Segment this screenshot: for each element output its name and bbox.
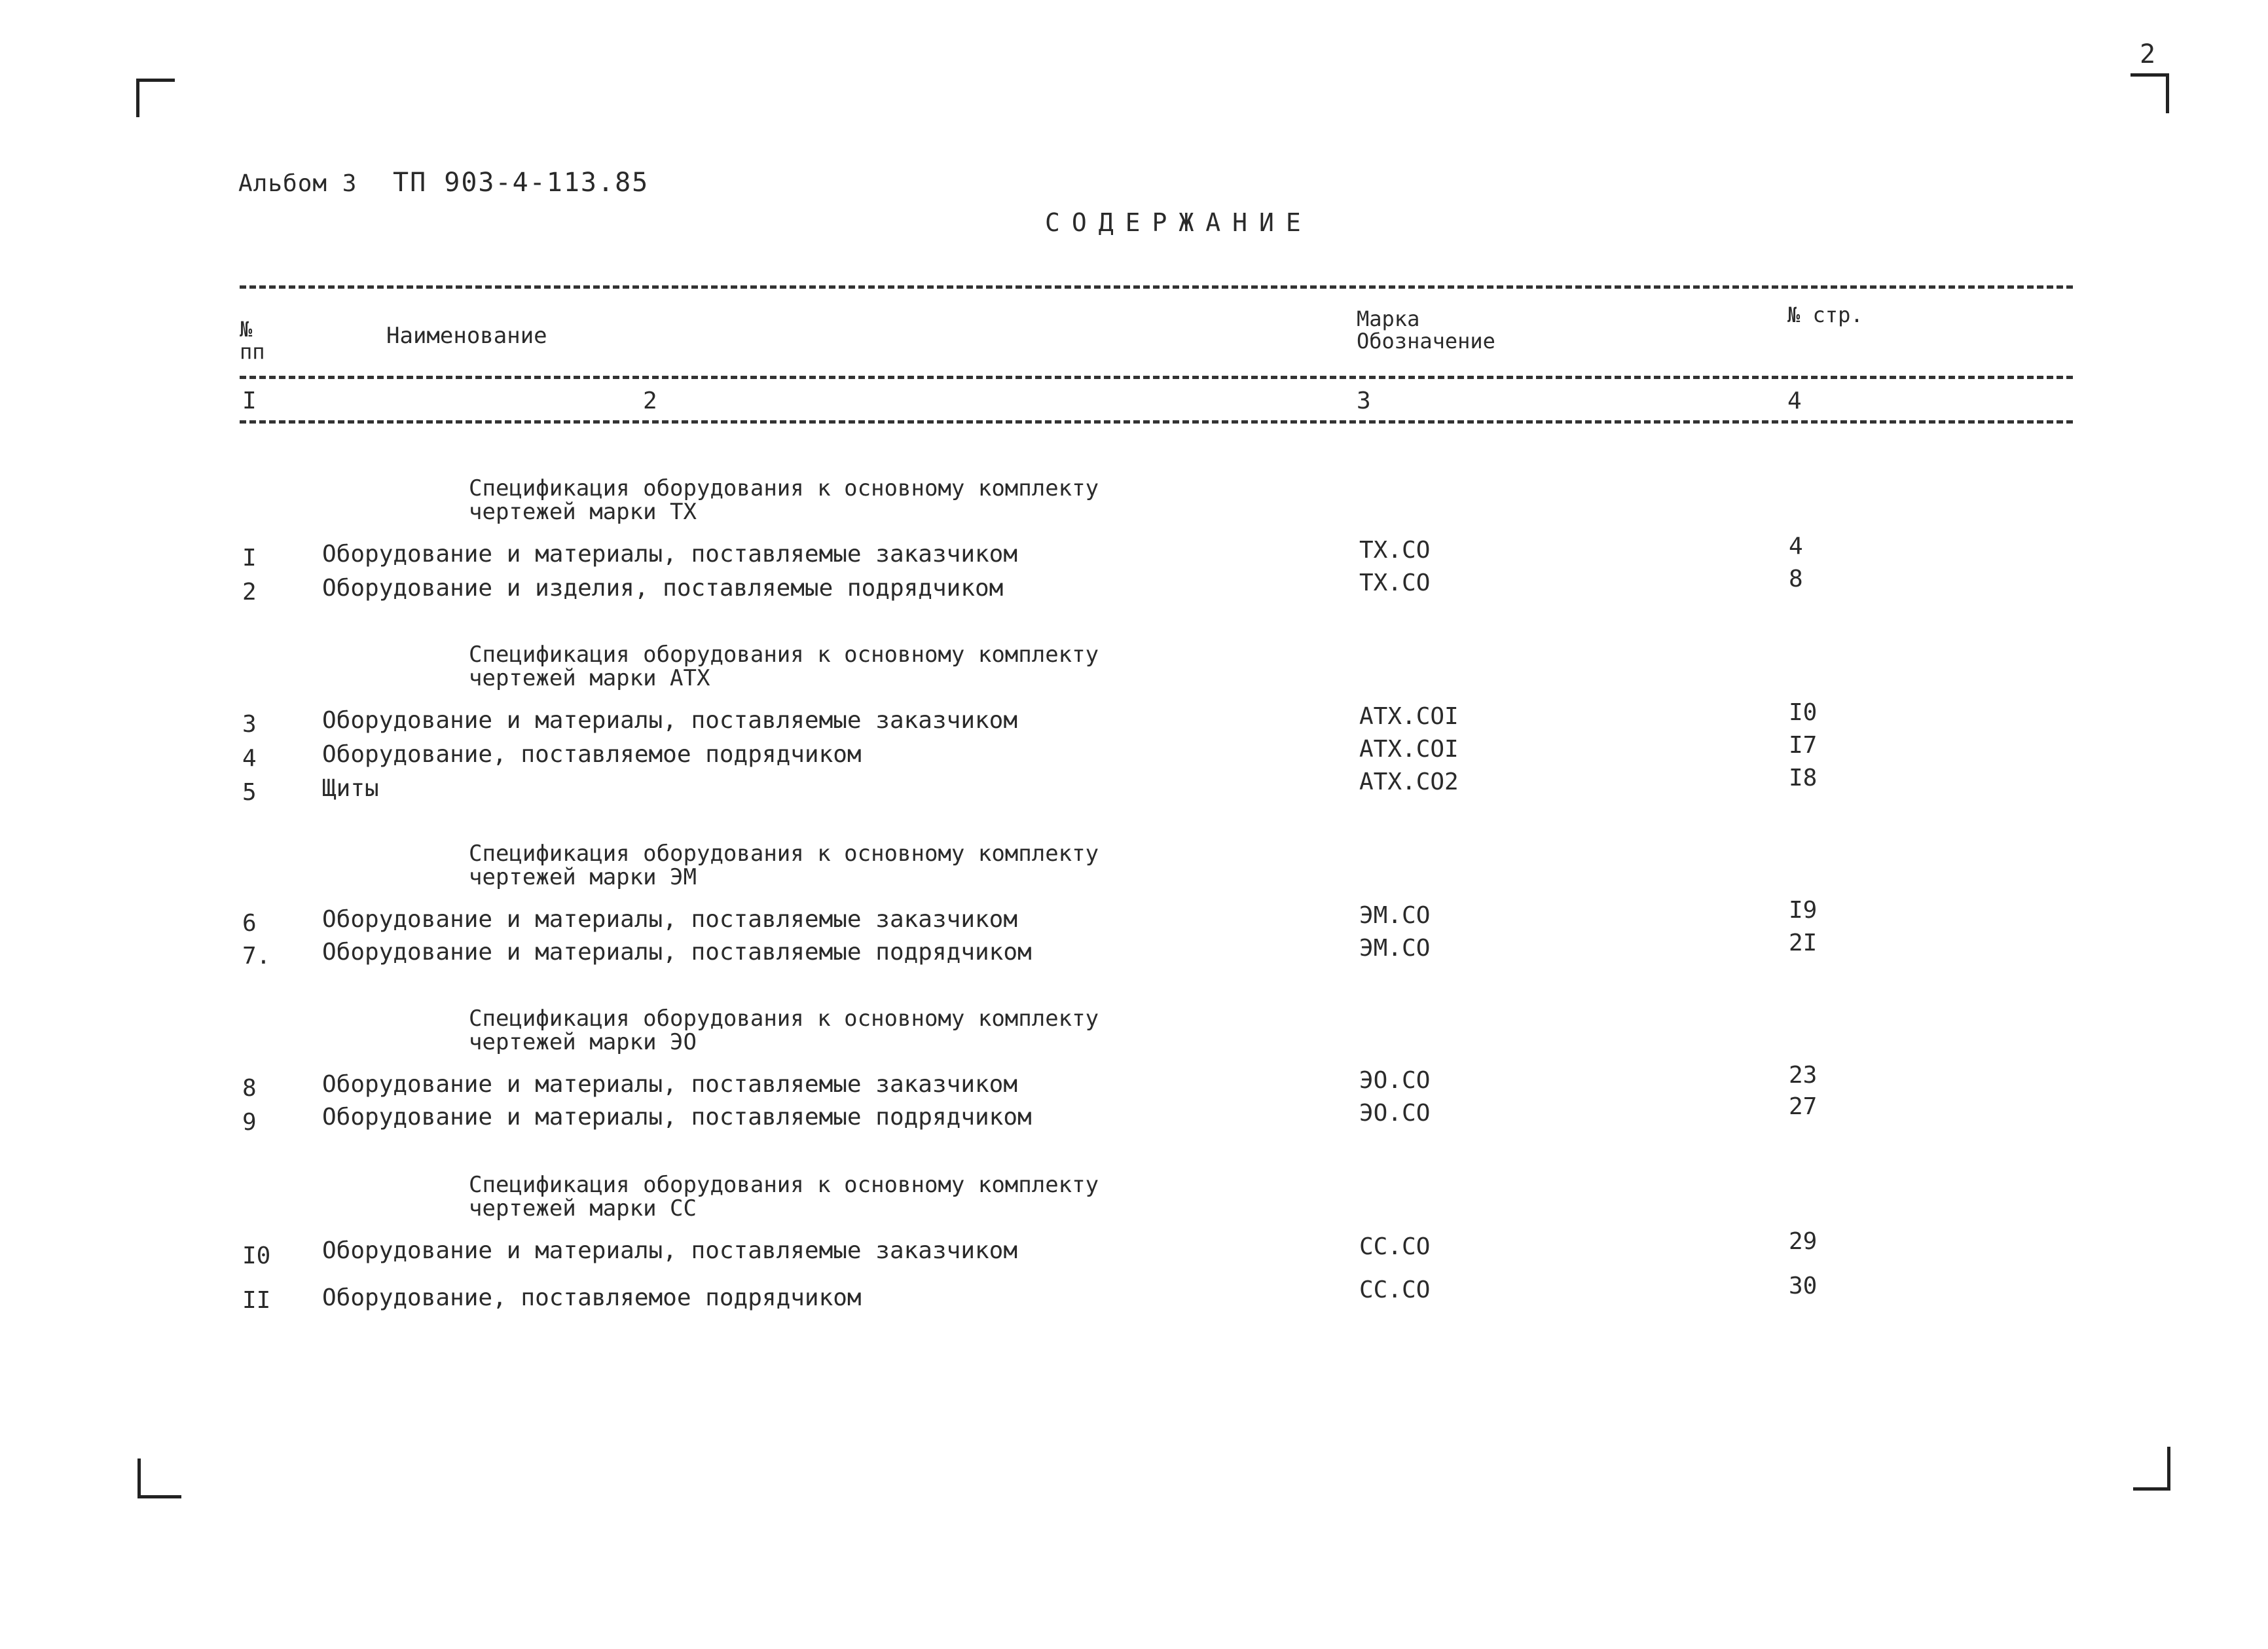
section-title: Спецификация оборудования к основному комплекту чертежей марки СС <box>469 1172 1099 1222</box>
row-name: Щиты <box>322 775 379 802</box>
row-page: 4 <box>1789 533 1803 560</box>
row-page: I7 <box>1789 732 1818 759</box>
row-mark: ЭМ.СО <box>1359 935 1431 962</box>
row-mark: ТХ.СО <box>1359 537 1431 564</box>
row-number: 6 <box>242 910 257 937</box>
row-page: 30 <box>1789 1273 1818 1299</box>
row-name: Оборудование и материалы, поставляемые заказчиком <box>322 1071 1018 1098</box>
row-name: Оборудование, поставляемое подрядчиком <box>322 1284 862 1311</box>
row-number: 7. <box>242 943 271 969</box>
row-mark: ЭО.СО <box>1359 1100 1431 1127</box>
row-name: Оборудование и материалы, поставляемые подрядчиком <box>322 1104 1032 1131</box>
header-mark: Марка Обозначение <box>1357 306 1495 353</box>
album-label: Альбом 3 <box>238 170 357 197</box>
table-rule-bottom <box>240 420 2073 424</box>
table-rule-top <box>240 285 2073 289</box>
row-mark: СС.СО <box>1359 1277 1431 1303</box>
section-title: Спецификация оборудования к основному комплекту чертежей марки ТХ <box>469 475 1099 525</box>
section-title: Спецификация оборудования к основному комплекту чертежей марки ЭО <box>469 1006 1099 1055</box>
row-number: 9 <box>242 1109 257 1136</box>
corner-mark-bottom-right <box>2133 1447 2170 1491</box>
section-title: Спецификация оборудования к основному комплекту чертежей марки ЭМ <box>469 841 1099 890</box>
row-page: 8 <box>1789 566 1803 592</box>
column-number-2: 2 <box>643 388 657 414</box>
row-number: 2 <box>242 579 257 606</box>
row-number: 8 <box>242 1075 257 1102</box>
row-page: 27 <box>1789 1093 1818 1120</box>
row-page: 23 <box>1789 1062 1818 1089</box>
row-page: I0 <box>1789 699 1818 726</box>
row-name: Оборудование и материалы, поставляемые заказчиком <box>322 707 1018 734</box>
row-number: 5 <box>242 779 257 806</box>
column-number-3: 3 <box>1357 388 1371 414</box>
row-page: I9 <box>1789 897 1818 924</box>
header-name: Наименование <box>386 323 547 349</box>
row-mark: СС.СО <box>1359 1233 1431 1260</box>
row-mark: АТХ.СОI <box>1359 736 1459 763</box>
corner-mark-top-right <box>2131 73 2169 113</box>
page-title: СОДЕРЖАНИЕ <box>1045 208 1313 237</box>
row-mark: ТХ.СО <box>1359 570 1431 596</box>
row-page: 2I <box>1789 930 1818 956</box>
row-name: Оборудование и изделия, поставляемые подрядчиком <box>322 575 1004 602</box>
row-number: I <box>242 545 257 571</box>
row-mark: ЭО.СО <box>1359 1067 1431 1094</box>
row-name: Оборудование, поставляемое подрядчиком <box>322 741 862 768</box>
column-number-1: I <box>242 388 257 414</box>
page-number: 2 <box>2140 39 2156 69</box>
section-title: Спецификация оборудования к основному комплекту чертежей марки АТХ <box>469 642 1099 691</box>
corner-mark-bottom-left <box>137 1459 181 1498</box>
row-name: Оборудование и материалы, поставляемые заказчиком <box>322 906 1018 933</box>
header-number: № пп <box>240 317 265 364</box>
row-number: 3 <box>242 711 257 738</box>
row-name: Оборудование и материалы, поставляемые заказчиком <box>322 541 1018 568</box>
header-page: № стр. <box>1787 302 1863 327</box>
row-page: 29 <box>1789 1228 1818 1255</box>
row-number: I0 <box>242 1242 271 1269</box>
row-mark: АТХ.СОI <box>1359 703 1459 730</box>
row-number: 4 <box>242 745 257 772</box>
corner-mark-top-left <box>136 79 175 117</box>
row-mark: АТХ.СО2 <box>1359 769 1459 795</box>
table-rule-middle <box>240 376 2073 379</box>
row-mark: ЭМ.СО <box>1359 902 1431 929</box>
row-number: II <box>242 1287 271 1314</box>
column-number-4: 4 <box>1787 388 1802 414</box>
row-page: I8 <box>1789 765 1818 791</box>
row-name: Оборудование и материалы, поставляемые заказчиком <box>322 1237 1018 1264</box>
document-code: ТП 903-4-113.85 <box>393 168 649 198</box>
row-name: Оборудование и материалы, поставляемые подрядчиком <box>322 939 1032 966</box>
